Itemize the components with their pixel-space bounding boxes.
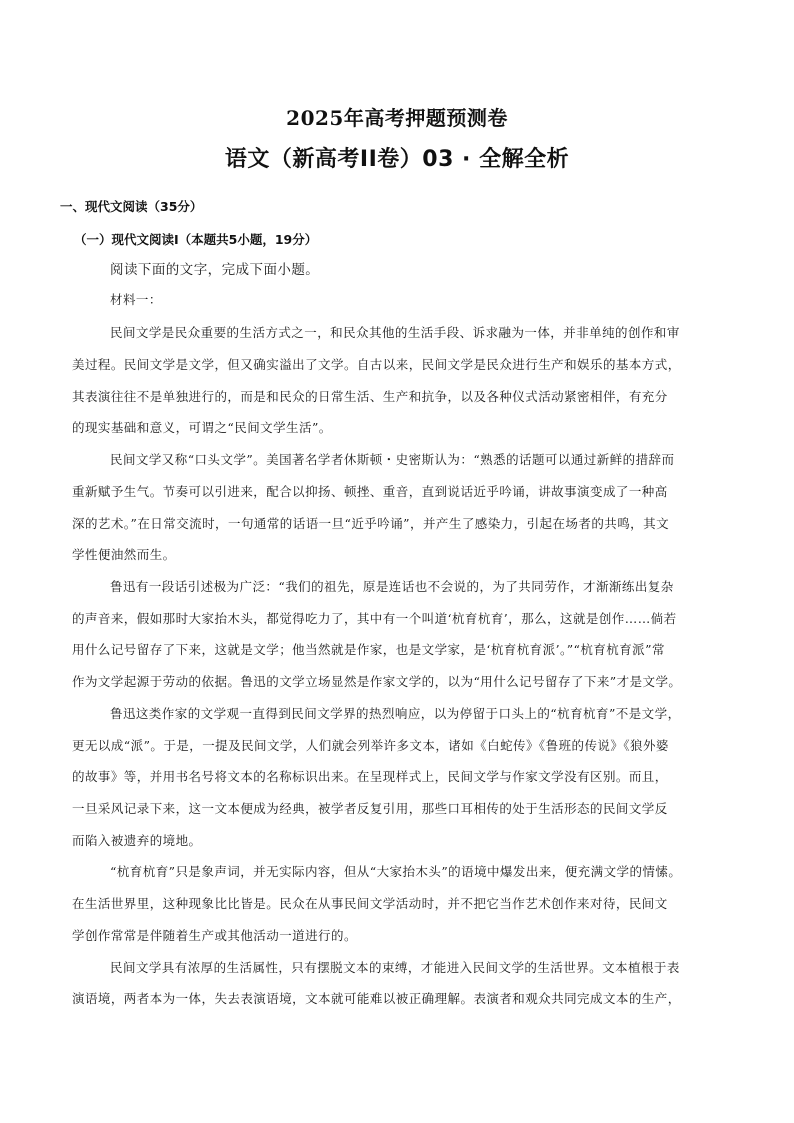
paragraph-line: 鲁迅有一段话引述极为广泛：“我们的祖先，原是连话也不会说的，为了共同劳作，才渐渐练出复杂	[110, 579, 674, 594]
paragraph-line: 的现实基础和意义，可谓之“民间文学生活”。	[72, 420, 332, 435]
paragraph-line: 美过程。民间文学是文学，但又确实溢出了文学。自古以来，民间文学是民众进行生产和娱乐的基本方式，	[72, 357, 681, 372]
paragraph-line: 的故事》等，并用书名号将文本的名称标识出来。在呈现样式上，民间文学与作家文学没有区别。而且，	[72, 769, 668, 784]
paragraph-line: 演语境，两者本为一体，失去表演语境，文本就可能难以被正确理解。表演者和观众共同完成文本的生产，	[72, 991, 681, 1006]
paragraph-line: 民间文学是民众重要的生活方式之一，和民众其他的生活手段、诉求融为一体，并非单纯的创作和审	[110, 325, 680, 340]
paragraph-line: 更无以成“派”。于是，一提及民间文学，人们就会列举许多文本，诸如《白蛇传》《鲁班的传说》《狼外婆	[72, 738, 669, 753]
paragraph-line: 鲁迅这类作家的文学观一直得到民间文学界的热烈响应，以为停留于口头上的“杭育杭育”不是文学，	[110, 706, 681, 721]
page-title: 2025年高考押题预测卷	[286, 106, 508, 130]
paragraph-line: 的声音来，假如那时大家抬木头，都觉得吃力了，其中有一个叫道‘杭育杭育’，那么，这就是创作……倘若	[72, 611, 677, 626]
paragraph-line: 民间文学具有浓厚的生活属性，只有摆脱文本的束缚，才能进入民间文学的生活世界。文本植根于表	[110, 960, 680, 975]
subsection-heading: （一）现代文阅读Ⅰ（本题共5小题，19分）	[74, 232, 318, 247]
paragraph-line: 用什么记号留存了下来，这就是文学；他当然就是作家，也是文学家，是‘杭育杭育派’。”“杭育杭育派”常	[72, 642, 665, 657]
section-heading: 一、现代文阅读（35分）	[60, 199, 203, 214]
page-subtitle: 语文（新高考II卷）03 · 全解全析	[224, 147, 570, 172]
instruction-text: 阅读下面的文字，完成下面小题。	[110, 262, 320, 278]
material-label: 材料一：	[110, 292, 162, 307]
paragraph-line: 民间文学又称“口头文学”。美国著名学者休斯顿・史密斯认为：“熟悉的话题可以通过新鲜的措辞而	[110, 452, 675, 467]
paragraph-line: 重新赋予生气。节奏可以引进来，配合以抑扬、顿挫、重音，直到说话近乎吟诵，讲故事演变成了一种高	[72, 484, 668, 499]
paragraph-line: 学性便油然而生。	[72, 547, 176, 562]
paragraph-line: 深的艺术。”在日常交流时，一句通常的话语一旦“近乎吟诵”，并产生了感染力，引起在场者的共鸣，其文	[72, 516, 670, 531]
paragraph-line: 其表演往往不是单独进行的，而是和民众的日常生活、生产和抗争，以及各种仪式活动紧密相伴，有充分	[72, 389, 668, 404]
paragraph-line: 一旦采风记录下来，这一文本便成为经典，被学者反复引用，那些口耳相传的处于生活形态的民间文学反	[72, 801, 668, 816]
paragraph-line: 学创作常常是伴随着生产或其他活动一道进行的。	[72, 928, 357, 943]
paragraph-line: “杭育杭育”只是象声词，并无实际内容，但从“大家抬木头”的语境中爆发出来，便充满文学的情愫。	[110, 864, 682, 879]
paragraph-line: 作为文学起源于劳动的依据。鲁迅的文学立场显然是作家文学的，以为“用什么记号留存了下来”才是文学。	[72, 674, 682, 689]
paragraph-line: 在生活世界里，这种现象比比皆是。民众在从事民间文学活动时，并不把它当作艺术创作来对待，民间文	[72, 896, 668, 911]
paragraph-line: 而陷入被遗弃的境地。	[72, 833, 202, 848]
